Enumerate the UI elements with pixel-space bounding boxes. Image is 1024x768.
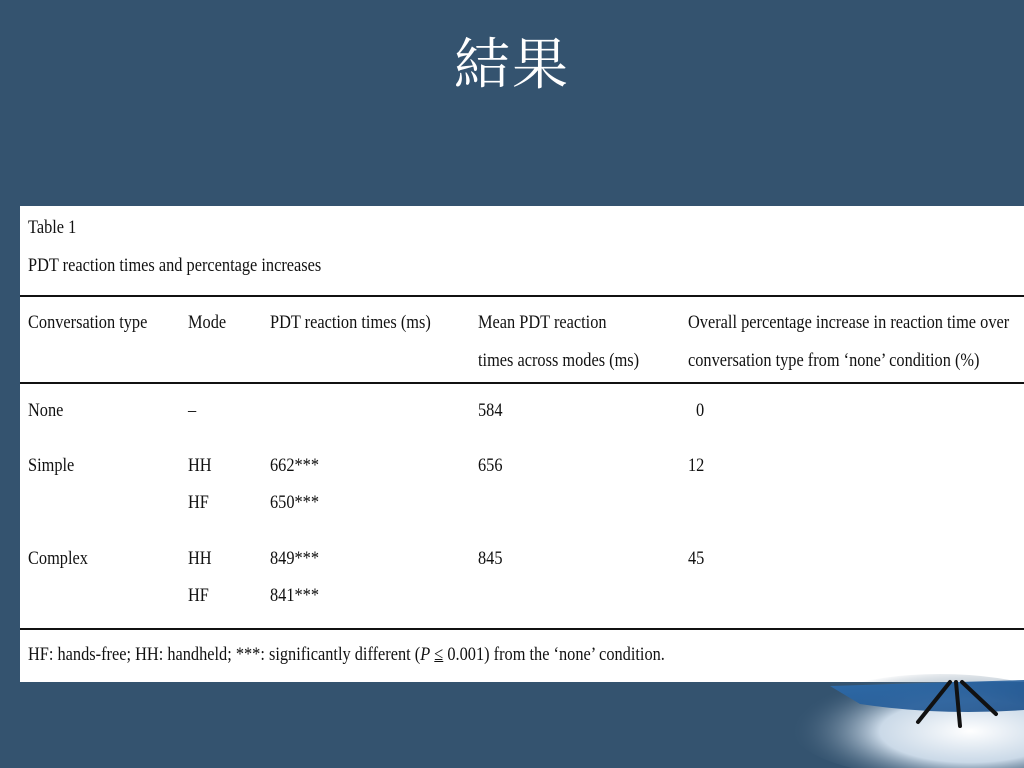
header-mean-line1: Mean PDT reaction xyxy=(478,312,607,333)
row-simple-time-hf: 650*** xyxy=(270,492,320,513)
footnote-p: P xyxy=(420,644,431,665)
header-overall-line2: conversation type from ‘none’ condition (%) xyxy=(688,350,980,371)
table-footnote xyxy=(28,643,665,667)
header-pdt-times: PDT reaction times (ms) xyxy=(270,312,431,333)
table-label: Table 1 xyxy=(28,217,77,238)
header-overall-line1: Overall percentage increase in reaction time over xyxy=(688,312,1010,333)
row-none-increase: 0 xyxy=(696,400,705,421)
row-complex-time-hf: 841*** xyxy=(270,585,320,606)
header-mode: Mode xyxy=(188,312,227,333)
footnote-rule xyxy=(20,628,1024,630)
row-complex-time-hh: 849*** xyxy=(270,548,320,569)
row-complex-type: Complex xyxy=(28,548,88,569)
header-mean-line2: times across modes (ms) xyxy=(478,350,640,371)
row-none-type: None xyxy=(28,400,64,421)
table-panel xyxy=(20,206,1024,682)
footnote-before: HF: hands-free; HH: handheld; ***: significantly different ( xyxy=(28,644,421,665)
row-complex-increase: 45 xyxy=(688,548,705,569)
decorative-corner-graphic xyxy=(790,670,1024,768)
row-simple-type: Simple xyxy=(28,455,75,476)
row-complex-mode-hf: HF xyxy=(188,585,209,606)
row-simple-mode-hh: HH xyxy=(188,455,212,476)
row-simple-mean: 656 xyxy=(478,455,503,476)
footnote-leq: ≤ xyxy=(434,644,444,665)
slide-title: 結果 xyxy=(454,33,570,98)
row-simple-increase: 12 xyxy=(688,455,705,476)
table-caption: PDT reaction times and percentage increases xyxy=(28,255,322,276)
header-bottom-rule xyxy=(20,382,1024,384)
row-none-mode: – xyxy=(188,400,197,421)
row-complex-mode-hh: HH xyxy=(188,548,212,569)
row-simple-mode-hf: HF xyxy=(188,492,209,513)
footnote-after: 0.001) from the ‘none’ condition. xyxy=(443,644,665,665)
header-top-rule xyxy=(20,295,1024,297)
row-simple-time-hh: 662*** xyxy=(270,455,320,476)
header-conversation-type: Conversation type xyxy=(28,312,148,333)
row-complex-mean: 845 xyxy=(478,548,503,569)
row-none-mean: 584 xyxy=(478,400,503,421)
